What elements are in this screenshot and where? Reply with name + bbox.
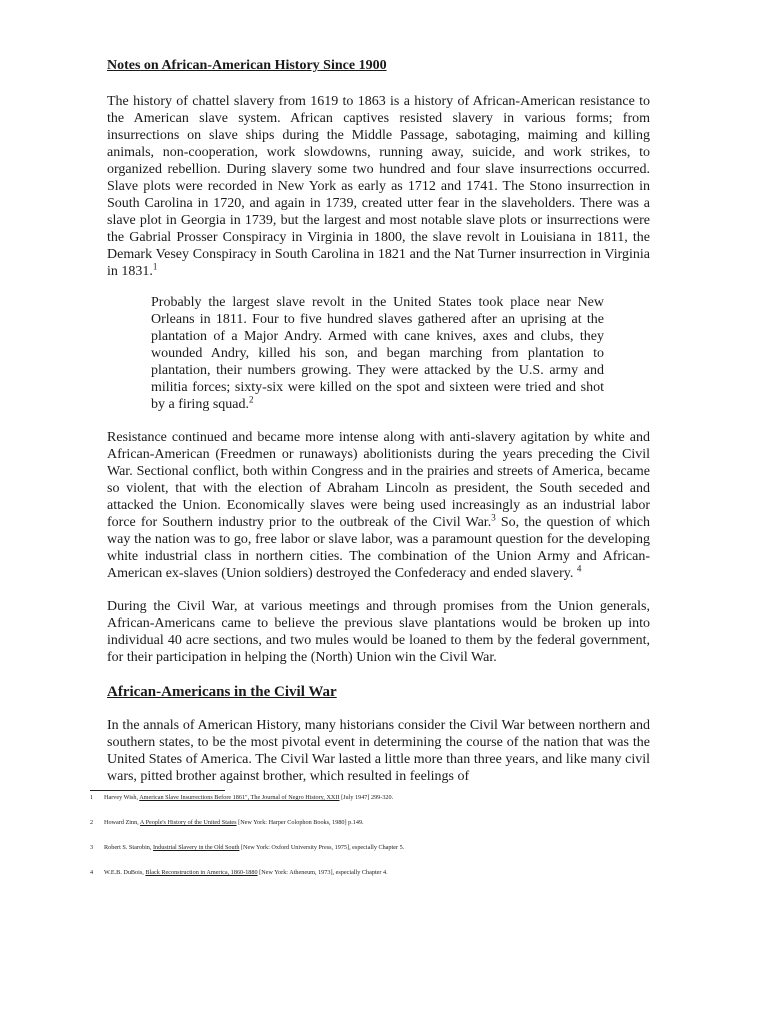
footnotes-section xyxy=(90,793,650,877)
footnote-source-title: American Slave Insurrections Before 1861", The Journal of Negro History, XXII xyxy=(139,794,340,801)
paragraph-slavery-resistance xyxy=(107,93,650,280)
footnote xyxy=(90,793,650,802)
footnote-source-title: Black Reconstruction in America, 1860-1880 xyxy=(145,869,258,876)
paragraph-text: So, the question of which way the nation was to go, free labor or slave labor, was a paramount question for the developing white industrial class in northern cities. The combination of the Union Army and African-American ex-slaves (Union soldiers) destroyed the Confederacy and ended slavery. xyxy=(107,515,650,581)
footnote-text: [New York: Oxford University Press, 1975], especially Chapter 5. xyxy=(239,844,405,851)
footnote-text: Howard Zinn, xyxy=(104,819,140,826)
document-page xyxy=(90,57,650,877)
footnote-number: 1 xyxy=(90,794,94,801)
paragraph-resistance-continued xyxy=(107,429,650,582)
document-title: Notes on African-American History Since 1900 xyxy=(107,58,387,73)
footnote-source-title: A People's History of the United States xyxy=(139,819,237,826)
footnote-source-title: Industrial Slavery in the Old South xyxy=(152,844,240,851)
footnote-text: W.E.B. DuBois, xyxy=(104,869,146,876)
paragraph-civil-war-promises: During the Civil War, at various meetings and through promises from the Union generals, African-Americans came to believe the previous slave plantations would be broken up into individual 40 acre sections, and two mules would be loaned to them by the federal government, for their participation in helping the (North) Union win the Civil War. xyxy=(107,599,650,665)
footnote-number: 3 xyxy=(90,844,94,851)
footnote-number: 4 xyxy=(90,869,94,876)
footnote-text: Harvey Wish, xyxy=(104,794,140,801)
footnote xyxy=(90,868,650,877)
footnote-number: 2 xyxy=(90,819,94,826)
footnote-ref: 1 xyxy=(152,261,158,272)
paragraph-text: The history of chattel slavery from 1619 to 1863 is a history of African-American resistance to the American slave system. African captives resisted slavery in various forms; from insurrections on slave ships during the Middle Passage, sabotaging, maiming and killing animals, non-cooperation, work slowdowns, running away, suicide, and work strikes, to organized rebellion. During slavery some two hundred and four slave insurrections occurred. Slave plots were recorded in New York as early as 1712 and 1741. The Stono insurrection in South Carolina in 1720, and again in 1739, created utter fear in the slaveholders. There was a slave plot in Georgia in 1739, but the largest and most notable slave plots or insurrections were the Gabrial Prosser Conspiracy in Virginia in 1800, the slave revolt in Louisiana in 1811, the Demark Vesey Conspiracy in South Carolina in 1821 and the Nat Turner insurrection in Virginia in 1831. xyxy=(107,94,650,279)
footnote-text: [New York: Atheneum, 1973], especially Chapter 4. xyxy=(257,869,388,876)
footnote-text: [July 1947] 299-320. xyxy=(339,794,394,801)
block-quote xyxy=(151,294,604,413)
footnote xyxy=(90,843,650,852)
quote-text: Probably the largest slave revolt in the United States took place near New Orleans in 1811. Four to five hundred slaves gathered after an uprising at the plantation of a Major Andry. Armed with cane knives, axes and clubs, they wounded Andry, killed his son, and began marching from plantation to plantation, their numbers growing. They were attacked by the U.S. army and militia forces; sixty-six were killed on the spot and sixteen were tried and shot by a firing squad. xyxy=(151,295,604,412)
footnote-ref: 2 xyxy=(248,394,254,405)
footnote-text: Robert S. Starobin, xyxy=(104,844,153,851)
footnote-divider xyxy=(90,790,225,791)
section-heading: African-Americans in the Civil War xyxy=(107,684,337,700)
paragraph-civil-war-annals: In the annals of American History, many historians consider the Civil War between northern and southern states, to be the most pivotal event in determining the course of the nation that was the United States of America. The Civil War lasted a little more than three years, and like many civil wars, pitted brother against brother, which resulted in feelings of xyxy=(107,718,650,784)
footnote-ref: 4 xyxy=(576,563,582,574)
footnote-text: [New York: Harper Colophon Books, 1980] p.149. xyxy=(236,819,364,826)
footnote-ref: 3 xyxy=(491,512,496,523)
paragraph-text: Resistance continued and became more intense along with anti-slavery agitation by white and African-American (Freedmen or runaways) abolitionists during the years preceding the Civil War. Sectional conflict, both within Congress and in the prairies and streets of America, became so violent, that with the election of Abraham Lincoln as president, the South seceded and attacked the Union. Economically slaves were being used increasingly as an industrial labor force for Southern industry prior to the outbreak of the Civil War. xyxy=(107,430,650,530)
footnote xyxy=(90,818,650,827)
